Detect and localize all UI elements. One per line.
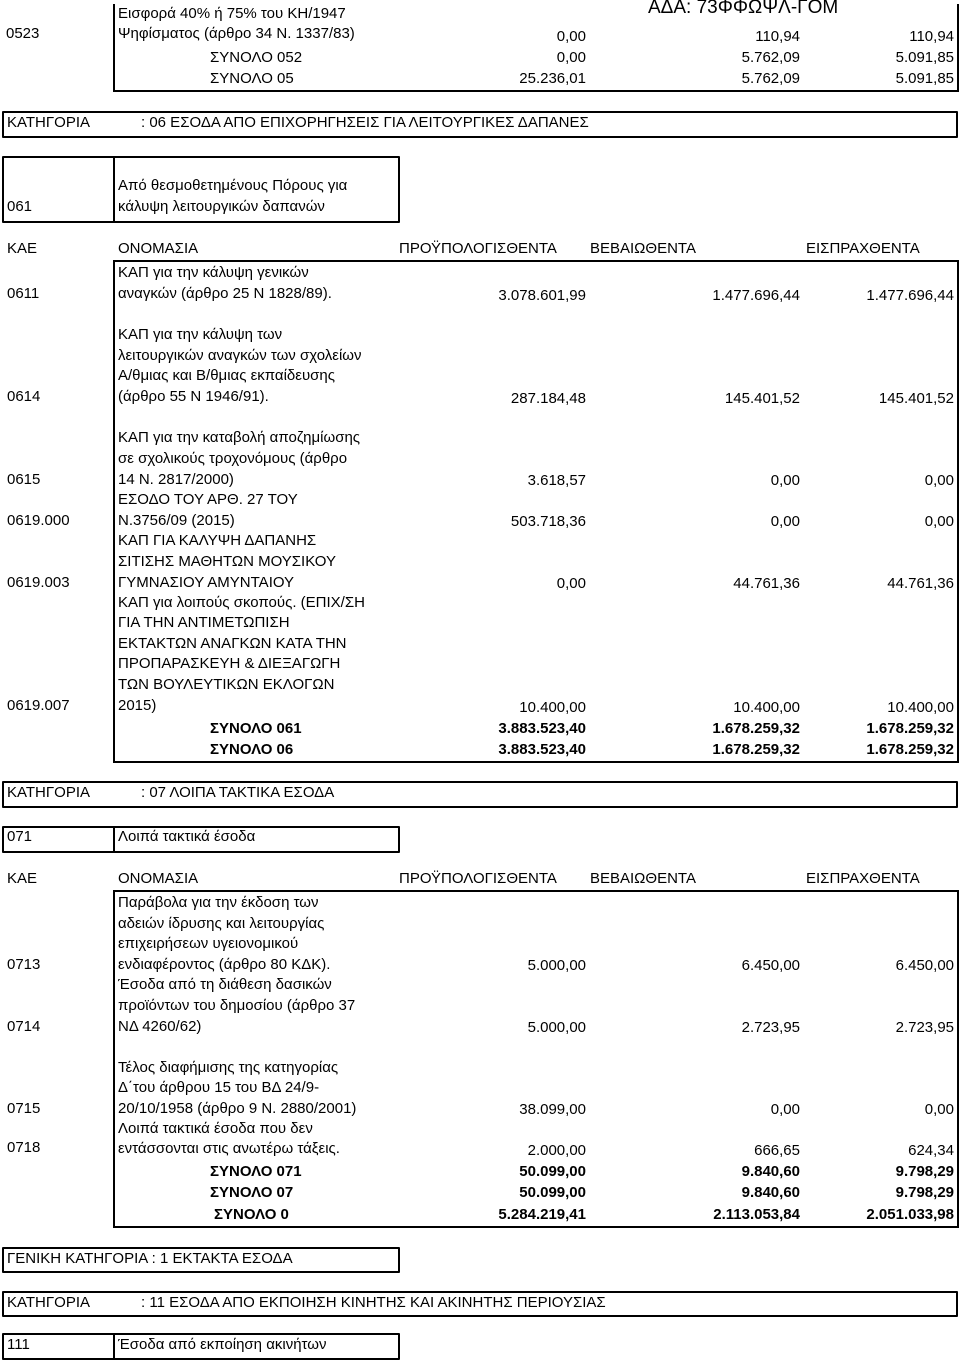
border-top <box>113 260 959 262</box>
border-bottom <box>113 1226 959 1228</box>
total-label: ΣΥΝΟΛΟ 061 <box>210 720 302 737</box>
header-certified: ΒΕΒΑΙΩΘΕΝΤΑ <box>590 870 696 887</box>
subcategory-divider <box>113 156 115 223</box>
row-desc-line: ΓΥΜΝΑΣΙΟΥ ΑΜΥΝΤΑΙΟΥ <box>118 574 295 591</box>
row-desc-line: προϊόντων του δημοσίου (άρθρο 37 <box>118 997 356 1014</box>
border-bottom-top <box>113 90 959 92</box>
row-desc-line: ΚΑΠ για λοιπούς σκοπούς. (ΕΠΙΧ/ΣΗ <box>118 594 365 611</box>
subcategory-title: Έσοδα από εκποίηση ακινήτων <box>118 1336 327 1353</box>
total-collected: 1.678.259,32 <box>866 720 954 737</box>
total-certified: 1.678.259,32 <box>712 741 800 758</box>
budget-value: 3.618,57 <box>527 472 586 489</box>
total-budget: 50.099,00 <box>519 1163 586 1180</box>
category-title: : 06 ΕΣΟΔΑ ΑΠΟ ΕΠΙΧΟΡΗΓΗΣΕΙΣ ΓΙΑ ΛΕΙΤΟΥΡΓΙΚΕΣ ΔΑΠΑΝΕΣ <box>141 114 589 131</box>
row-desc-line: ενδιαφέροντος (άρθρο 80 ΚΔΚ). <box>118 956 331 973</box>
collected-value: 44.761,36 <box>887 575 954 592</box>
budget-value: 10.400,00 <box>519 699 586 716</box>
category-label: ΚΑΤΗΓΟΡΙΑ <box>7 114 90 131</box>
row-code: 0718 <box>7 1139 41 1156</box>
header-name: ΟΝΟΜΑΣΙΑ <box>118 870 199 887</box>
row-desc-line: Έσοδα από τη διάθεση δασικών <box>118 976 332 993</box>
collected-value: 145.401,52 <box>878 390 954 407</box>
header-budget: ΠΡΟΫΠΟΛΟΓΙΣΘΕΝΤΑ <box>399 870 557 887</box>
category-label: ΚΑΤΗΓΟΡΙΑ <box>7 1294 90 1311</box>
row-desc-line: αναγκών (άρθρο 25 Ν 1828/89). <box>118 285 332 302</box>
total-certified: 9.840,60 <box>741 1163 800 1180</box>
row-code: 0619.003 <box>7 574 70 591</box>
certified-value: 0,00 <box>770 513 800 530</box>
category-label: ΚΑΤΗΓΟΡΙΑ <box>7 784 90 801</box>
budget-value: 38.099,00 <box>519 1101 586 1118</box>
total-collected: 9.798,29 <box>895 1184 954 1201</box>
total-label: ΣΥΝΟΛΟ 05 <box>210 70 294 87</box>
total-certified: 2.113.053,84 <box>713 1206 800 1223</box>
row-desc-line: Τέλος διαφήμισης της κατηγορίας <box>118 1059 339 1076</box>
collected-value: 6.450,00 <box>895 957 954 974</box>
row-code: 0619.000 <box>7 512 70 529</box>
subcategory-code: 111 <box>7 1336 30 1353</box>
total-collected: 1.678.259,32 <box>866 741 954 758</box>
row-desc-line: επιχειρήσεων υγειονομικού <box>118 935 299 952</box>
row-desc-line: ΓΙΑ ΤΗΝ ΑΝΤΙΜΕΤΩΠΙΣΗ <box>118 614 290 631</box>
row-code: 0715 <box>7 1100 41 1117</box>
collected-value: 110,94 <box>909 28 954 45</box>
budget-value: 0,00 <box>556 28 586 45</box>
budget-value: 287.184,48 <box>510 390 586 407</box>
subcategory-code: 071 <box>7 828 33 845</box>
total-label: ΣΥΝΟΛΟ 07 <box>210 1184 294 1201</box>
total-collected: 5.091,85 <box>895 70 954 87</box>
total-label: ΣΥΝΟΛΟ 0 <box>214 1206 289 1223</box>
collected-value: 0,00 <box>924 1101 954 1118</box>
total-budget: 50.099,00 <box>519 1184 586 1201</box>
row-desc-line: (άρθρο 55 Ν 1946/91). <box>118 388 269 405</box>
collected-value: 10.400,00 <box>887 699 954 716</box>
border-right-top <box>957 4 959 92</box>
header-certified: ΒΕΒΑΙΩΘΕΝΤΑ <box>590 240 696 257</box>
total-budget: 3.883.523,40 <box>498 741 586 758</box>
row-desc-line: ΚΑΠ για την κάλυψη των <box>118 326 283 343</box>
certified-value: 0,00 <box>770 472 800 489</box>
row-code: 0611 <box>7 285 40 302</box>
border-right <box>957 890 959 1228</box>
row-desc-line: εντάσσονται στις ανωτέρω τάξεις. <box>118 1140 340 1157</box>
collected-value: 0,00 <box>924 513 954 530</box>
budget-value: 5.000,00 <box>527 957 586 974</box>
total-collected: 9.798,29 <box>895 1163 954 1180</box>
row-desc-line: ΕΚΤΑΚΤΩΝ ΑΝΑΓΚΩΝ ΚΑΤΑ ΤΗΝ <box>118 635 347 652</box>
collected-value: 0,00 <box>924 472 954 489</box>
row-desc-line: λειτουργικών αναγκών των σχολείων <box>118 347 362 364</box>
row-desc-line: Δ΄του άρθρου 15 του ΒΔ 24/9- <box>118 1079 320 1096</box>
row-desc-line: σε σχολικούς τροχονόμους (άρθρο <box>118 450 348 467</box>
row-code: 0714 <box>7 1018 41 1035</box>
subcategory-code: 061 <box>7 198 33 215</box>
total-label: ΣΥΝΟΛΟ 071 <box>210 1163 302 1180</box>
category-title: : 11 ΕΣΟΔΑ ΑΠΟ ΕΚΠΟΙΗΣΗ ΚΙΝΗΤΗΣ ΚΑΙ ΑΚΙΝΗΤΗΣ ΠΕΡΙΟΥΣΙΑΣ <box>141 1294 606 1311</box>
certified-value: 2.723,95 <box>741 1019 800 1036</box>
budget-value: 2.000,00 <box>527 1142 586 1159</box>
row-desc-line: ΕΣΟΔΟ ΤΟΥ ΑΡΘ. 27 ΤΟΥ <box>118 491 298 508</box>
category-title: : 07 ΛΟΙΠΑ ΤΑΚΤΙΚΑ ΕΣΟΔΑ <box>141 784 335 801</box>
total-budget: 25.236,01 <box>519 70 586 87</box>
subcategory-divider <box>113 1333 115 1360</box>
header-collected: ΕΙΣΠΡΑΧΘΕΝΤΑ <box>806 240 920 257</box>
certified-value: 6.450,00 <box>741 957 800 974</box>
total-budget: 3.883.523,40 <box>498 720 586 737</box>
row-code: 0713 <box>7 956 41 973</box>
subcategory-divider <box>113 826 115 853</box>
row-code: 0615 <box>7 471 41 488</box>
total-certified: 1.678.259,32 <box>712 720 800 737</box>
subcategory-title: Λοιπά τακτικά έσοδα <box>118 828 256 845</box>
certified-value: 0,00 <box>770 1101 800 1118</box>
certified-value: 44.761,36 <box>733 575 800 592</box>
row-desc-line: ΚΑΠ για την καταβολή αποζημίωσης <box>118 429 361 446</box>
certified-value: 1.477.696,44 <box>712 287 800 304</box>
subcategory-title: Από θεσμοθετημένους Πόρους για <box>118 177 348 194</box>
row-desc-line: ΝΔ 4260/62) <box>118 1018 202 1035</box>
certified-value: 145.401,52 <box>724 390 800 407</box>
row-desc-line: ΠΡΟΠΑΡΑΣΚΕΥΗ & ΔΙΕΞΑΓΩΓΗ <box>118 655 341 672</box>
border-right <box>957 260 959 763</box>
row-desc-line: Ν.3756/09 (2015) <box>118 512 235 529</box>
collected-value: 624,34 <box>908 1142 954 1159</box>
total-certified: 9.840,60 <box>741 1184 800 1201</box>
row-desc-line: 14 Ν. 2817/2000) <box>118 471 234 488</box>
total-collected: 5.091,85 <box>895 49 954 66</box>
header-budget: ΠΡΟΫΠΟΛΟΓΙΣΘΕΝΤΑ <box>399 240 557 257</box>
row-code: 0619.007 <box>7 697 70 714</box>
total-collected: 2.051.033,98 <box>866 1206 954 1223</box>
border-left <box>113 890 115 1228</box>
general-category-title: ΓΕΝΙΚΗ ΚΑΤΗΓΟΡΙΑ : 1 ΕΚΤΑΚΤΑ ΕΣΟΔΑ <box>7 1250 293 1267</box>
budget-value: 3.078.601,99 <box>498 287 586 304</box>
subcategory-title: κάλυψη λειτουργικών δαπανών <box>118 198 325 215</box>
total-label: ΣΥΝΟΛΟ 06 <box>210 741 294 758</box>
row-desc-line: 2015) <box>118 697 157 714</box>
total-label: ΣΥΝΟΛΟ 052 <box>210 49 303 66</box>
border-top <box>113 890 959 892</box>
budget-value: 5.000,00 <box>527 1019 586 1036</box>
collected-value: 2.723,95 <box>895 1019 954 1036</box>
row-desc-line: ΣΙΤΙΣΗΣ ΜΑΘΗΤΩΝ ΜΟΥΣΙΚΟΥ <box>118 553 336 570</box>
border-left <box>113 260 115 763</box>
row-desc-line: Εισφορά 40% ή 75% του ΚΗ/1947 <box>118 5 346 22</box>
row-desc-line: ΚΑΠ για την κάλυψη γενικών <box>118 264 309 281</box>
header-kae: ΚΑΕ <box>7 870 38 887</box>
certified-value: 110,94 <box>755 28 800 45</box>
certified-value: 666,65 <box>754 1142 800 1159</box>
row-desc-line: Παράβολα για την έκδοση των <box>118 894 319 911</box>
budget-value: 503.718,36 <box>510 513 586 530</box>
border-bottom <box>113 761 959 763</box>
total-certified: 5.762,09 <box>741 70 800 87</box>
header-name: ΟΝΟΜΑΣΙΑ <box>118 240 199 257</box>
total-budget: 5.284.219,41 <box>498 1206 586 1223</box>
row-desc-line: ΤΩΝ ΒΟΥΛΕΥΤΙΚΩΝ ΕΚΛΟΓΩΝ <box>118 676 335 693</box>
collected-value: 1.477.696,44 <box>866 287 954 304</box>
row-desc-line: αδειών ίδρυσης και λειτουργίας <box>118 915 325 932</box>
budget-value: 0,00 <box>556 575 586 592</box>
total-certified: 5.762,09 <box>741 49 800 66</box>
border-left-top <box>113 4 115 92</box>
row-code: 0523 <box>6 25 40 42</box>
row-code: 0614 <box>7 388 41 405</box>
header-kae: ΚΑΕ <box>7 240 38 257</box>
row-desc-line: ΚΑΠ ΓΙΑ ΚΑΛΥΨΗ ΔΑΠΑΝΗΣ <box>118 532 317 549</box>
header-collected: ΕΙΣΠΡΑΧΘΕΝΤΑ <box>806 870 920 887</box>
row-desc-line: Λοιπά τακτικά έσοδα που δεν <box>118 1120 313 1137</box>
watermark-ada: ΑΔΑ: 73ΦΦΩΨΛ-ΓΟΜ <box>648 0 839 18</box>
row-desc-line: Ψηφίσματος (άρθρο 34 Ν. 1337/83) <box>118 25 355 42</box>
total-budget: 0,00 <box>556 49 586 66</box>
certified-value: 10.400,00 <box>733 699 800 716</box>
row-desc-line: Α/θμιας και Β/θμιας εκπαίδευσης <box>118 367 336 384</box>
row-desc-line: 20/10/1958 (άρθρο 9 Ν. 2880/2001) <box>118 1100 357 1117</box>
